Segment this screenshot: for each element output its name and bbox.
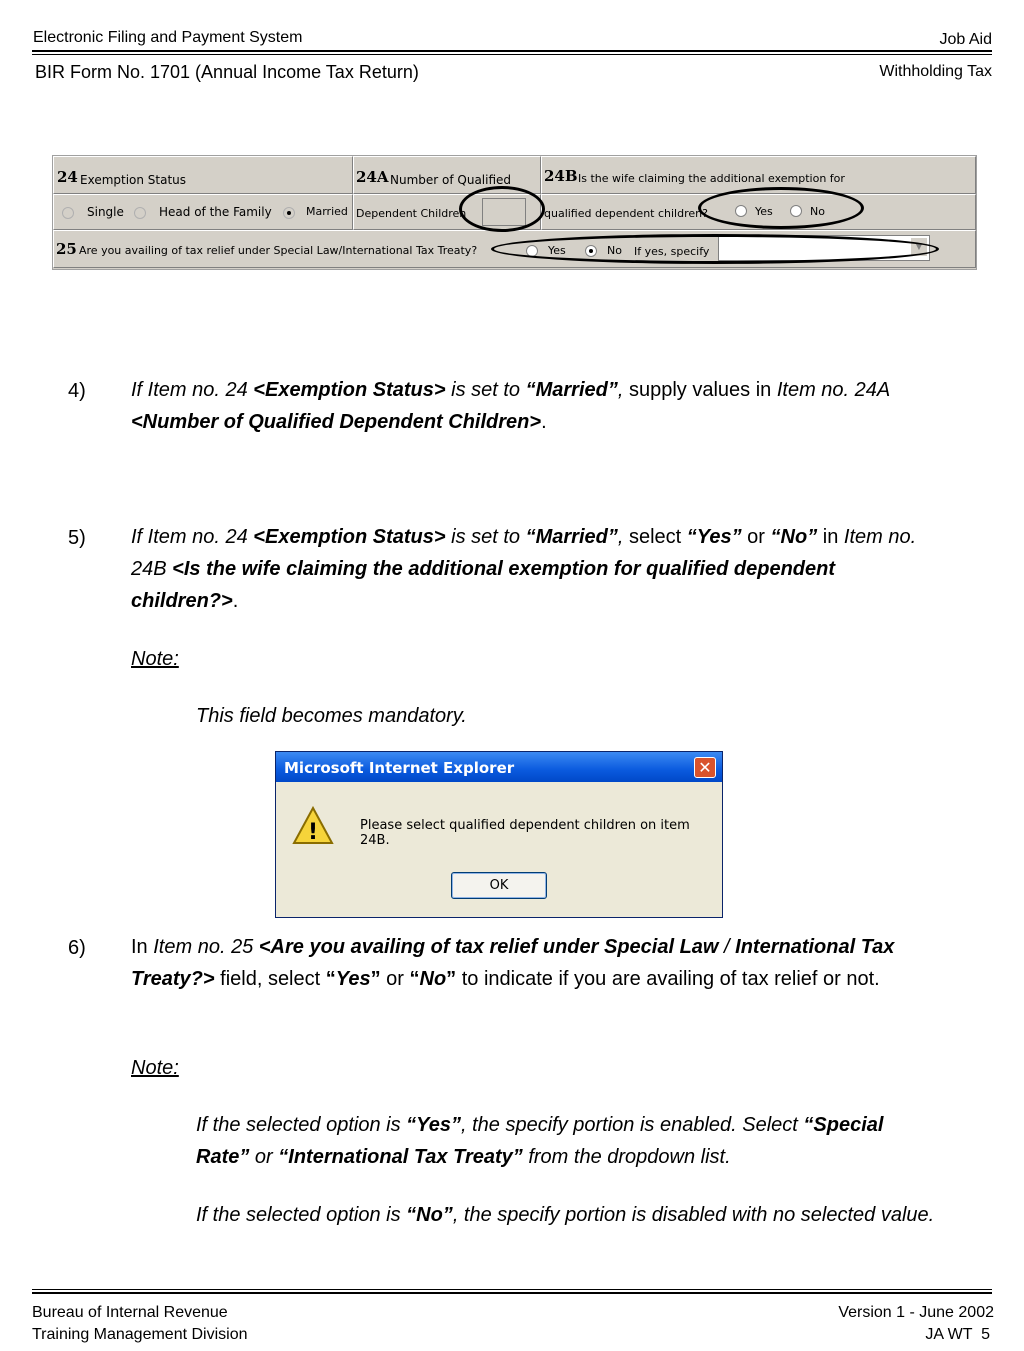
item-5-note-text: This field becomes mandatory. [196,705,467,727]
item-5-text: If Item no. 24 <Exemption Status> is set to “Married”, select “Yes” or “No” in Item no. 24B <Is the wife claiming the additional exemption for qualified dependent children?>. [131,526,917,612]
field-24-number: 24 [57,168,78,186]
head-of-family-label: Head of the Family [159,205,272,219]
field-24a-label-2: Dependent Children [356,207,467,220]
24b-no-label: No [810,205,825,218]
field-25-number: 25 [56,240,77,258]
highlight-oval-24b [698,187,864,229]
field-24-header [53,156,353,194]
item-4-number: 4) [68,380,86,402]
header-doc-type: Job Aid [939,31,992,48]
chevron-down-icon[interactable]: ▼ [911,238,927,256]
field-24b-label-2: qualified dependent children? [544,207,708,220]
footer-page: JA WT 5 [925,1326,990,1343]
24b-yes-label: Yes [755,205,773,218]
item-4-text: If Item no. 24 <Exemption Status> is set to “Married”, supply values in Item no. 24A <Number of Qualified Dependent Children>. [131,379,890,433]
married-radio[interactable] [283,207,295,219]
field-24b-number: 24B [544,167,578,185]
footer-org: Bureau of Internal Revenue [32,1304,228,1321]
item-6-note-no: If the selected option is “No”, the specify portion is disabled with no selected value. [196,1204,935,1226]
25-yes-label: Yes [548,244,566,257]
header-rule [32,50,992,52]
footer-version: Version 1 - June 2002 [838,1304,994,1321]
footer-rule [32,1292,992,1294]
header-section: Withholding Tax [879,63,992,80]
field-24b-label: Is the wife claiming the additional exemption for [578,172,845,185]
ok-button[interactable]: OK [451,872,547,899]
item-5-number: 5) [68,527,86,549]
highlight-oval-25 [491,234,939,264]
highlight-oval-24a [459,186,545,232]
field-24-label: Exemption Status [80,173,187,187]
field-24a-label: Number of Qualified [390,173,512,187]
footer-rule-thin [32,1289,992,1290]
dialog-titlebar [276,752,722,782]
head-of-family-radio[interactable] [134,207,146,219]
footer-division: Training Management Division [32,1326,248,1343]
single-radio[interactable] [62,207,74,219]
alert-dialog [275,751,723,918]
field-24a-number: 24A [356,168,389,186]
item-6-note-label: Note: [131,1057,179,1079]
field-25-label: Are you availing of tax relief under Special Law/International Tax Treaty? [79,244,478,257]
close-icon[interactable]: ✕ [694,757,716,778]
header-form-title: BIR Form No. 1701 (Annual Income Tax Return) [35,62,419,82]
item-6-text: In Item no. 25 <Are you availing of tax relief under Special Law / International Tax Treaty?> field, select “Yes” or “No” to indicate if you are availing of tax relief or not. [131,936,895,990]
single-label: Single [87,205,124,219]
warning-icon [292,806,334,846]
form-screenshot [52,155,977,270]
field-24-options [53,194,353,230]
header-system-title: Electronic Filing and Payment System [33,29,303,46]
25-no-label: No [607,244,622,257]
married-label: Married [306,205,348,218]
item-6-note-yes: If the selected option is “Yes”, the specify portion is enabled. Select “Special Rate” or “International Tax Treaty” from the dropdown list. [196,1114,884,1168]
item-6-number: 6) [68,937,86,959]
item-5-note-label: Note: [131,648,179,670]
dialog-title: Microsoft Internet Explorer [284,759,515,777]
25-specify-label: If yes, specify [634,245,710,258]
dialog-message: Please select qualified dependent children on item 24B. [360,818,690,848]
header-rule-thin [32,54,992,55]
warning-glyph: ! [307,820,319,845]
